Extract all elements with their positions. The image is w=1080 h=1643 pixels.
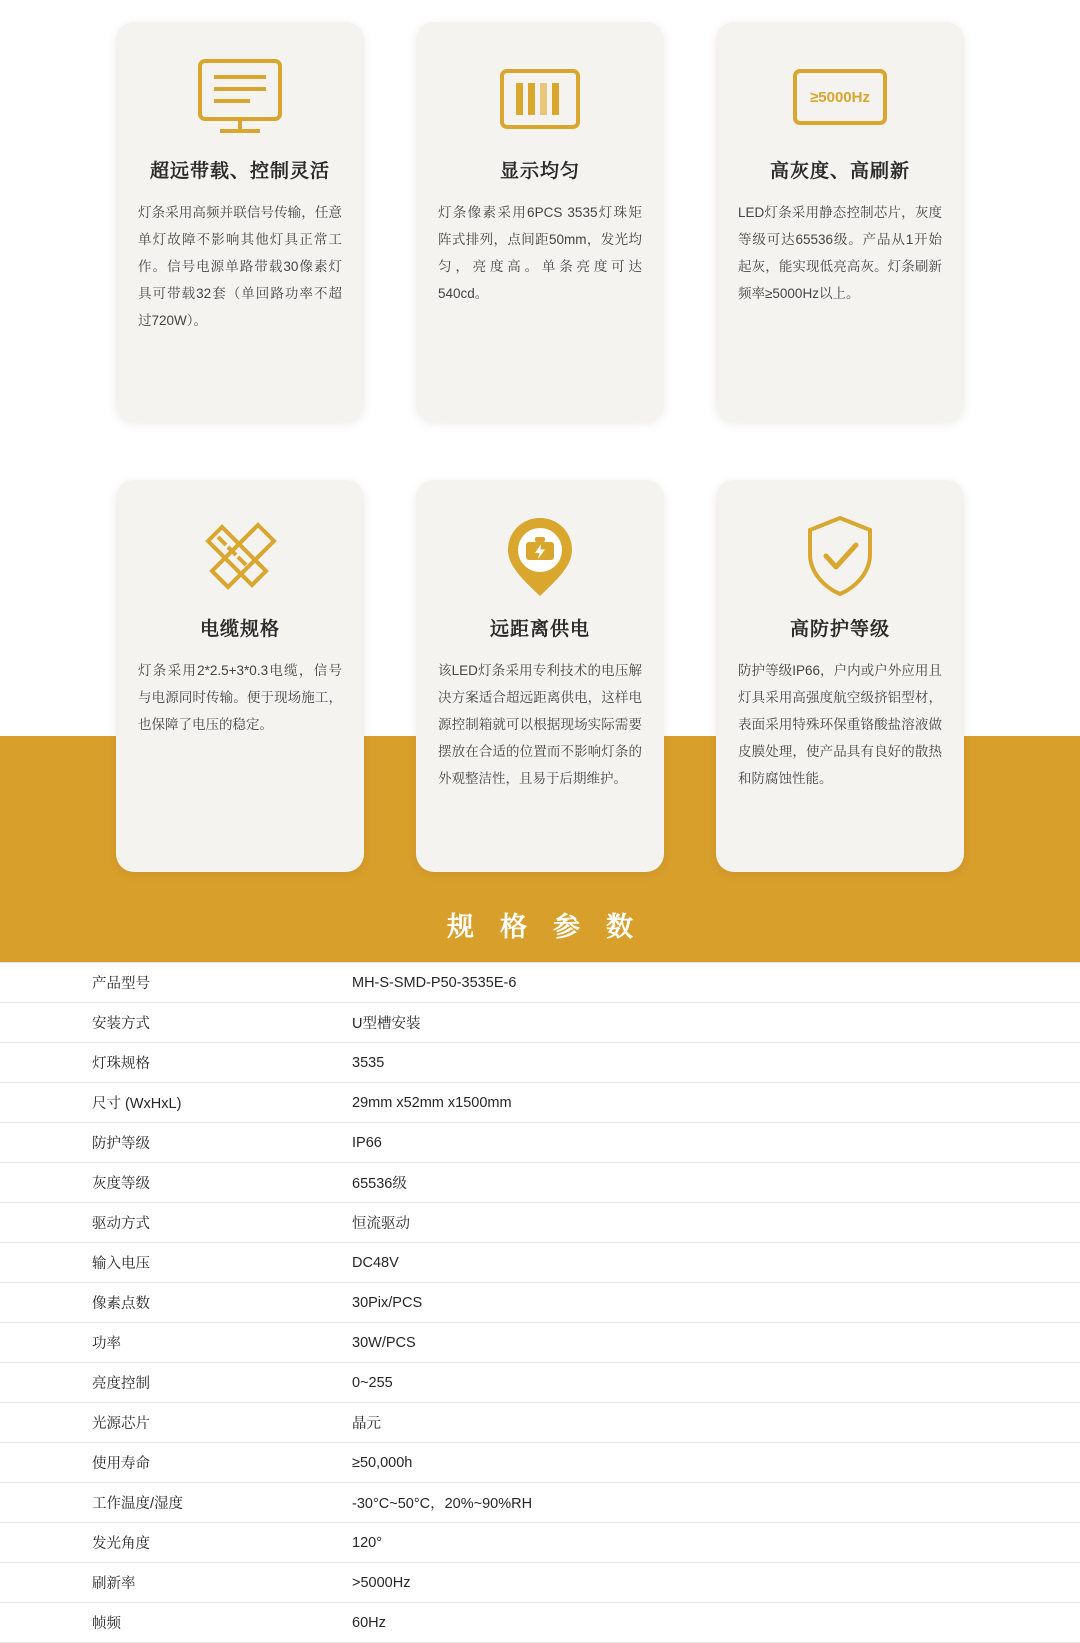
spec-value: 晶元: [352, 1416, 381, 1432]
table-row: [0, 1043, 1080, 1083]
feature-card-title: 电缆规格: [199, 619, 280, 640]
spec-value: 65536级: [352, 1176, 407, 1192]
ruler-pencil-icon: [194, 508, 286, 604]
spec-key: 光源芯片: [92, 1416, 150, 1432]
feature-card-body: 灯条像素采用6PCS 3535灯珠矩阵式排列，点间距50mm，发光均匀，亮度高。单条亮度可达540cd。: [438, 205, 642, 301]
table-row: [0, 1163, 1080, 1203]
table-row: [0, 963, 1080, 1003]
display-uniform-icon: [494, 50, 586, 146]
spec-value: -30°C~50°C，20%~90%RH: [352, 1496, 533, 1512]
spec-key: 驱动方式: [92, 1216, 150, 1232]
spec-key: 刷新率: [92, 1576, 136, 1592]
monitor-icon: [194, 50, 286, 146]
table-row: [0, 1403, 1080, 1443]
spec-value: 120°: [352, 1534, 382, 1551]
feature-cards-row-2: [0, 480, 1080, 872]
spec-value: >5000Hz: [352, 1574, 411, 1591]
spec-key: 发光角度: [92, 1536, 150, 1552]
spec-key: 使用寿命: [92, 1456, 150, 1472]
feature-card-title: 高灰度、高刷新: [769, 161, 910, 182]
feature-card-body: LED灯条采用静态控制芯片，灰度等级可达65536级。产品从1开始起灰，能实现低亮高灰。灯条刷新频率≥5000Hz以上。: [738, 205, 942, 301]
spec-key: 工作温度/湿度: [92, 1496, 184, 1512]
spec-key: 帧频: [92, 1616, 121, 1632]
spec-key: 防护等级: [92, 1136, 150, 1152]
table-row: [0, 1443, 1080, 1483]
spec-key: 功率: [92, 1336, 121, 1352]
spec-value: U型槽安装: [352, 1016, 421, 1032]
feature-card-body: 该LED灯条采用专利技术的电压解决方案适合超远距离供电，这样电源控制箱就可以根据现场实际需要摆放在合适的位置而不影响灯条的外观整洁性，且易于后期维护。: [438, 663, 642, 786]
battery-pin-icon: [494, 508, 586, 604]
spec-value: MH-S-SMD-P50-3535E-6: [352, 974, 517, 991]
spec-value: DC48V: [352, 1254, 399, 1271]
feature-card-title: 显示均匀: [499, 161, 580, 182]
feature-card-body: 灯条采用高频并联信号传输，任意单灯故障不影响其他灯具正常工作。信号电源单路带载30像素灯具可带载32套（单回路功率不超过720W）。: [138, 205, 342, 328]
table-row: [0, 1523, 1080, 1563]
spec-value: ≥50,000h: [352, 1454, 413, 1471]
spec-header-title: 规格参数: [447, 911, 659, 942]
spec-key: 亮度控制: [92, 1376, 150, 1392]
spec-value: 30Pix/PCS: [352, 1294, 423, 1311]
feature-card-title: 远距离供电: [489, 619, 590, 640]
spec-key: 灯珠规格: [92, 1056, 150, 1072]
table-row: [0, 1003, 1080, 1043]
feature-card: [716, 22, 964, 422]
table-row: [0, 1203, 1080, 1243]
feature-cards-row-1: [0, 22, 1080, 422]
spec-key: 产品型号: [92, 976, 150, 992]
table-row: [0, 1323, 1080, 1363]
spec-table: [0, 962, 1080, 1643]
table-row: [0, 1363, 1080, 1403]
spec-header: [0, 886, 1080, 962]
feature-card-body: 防护等级IP66，户内或户外应用且灯具采用高强度航空级挤铝型材，表面采用特殊环保重铬酸盐溶液做皮膜处理，使产品具有良好的散热和防腐蚀性能。: [738, 663, 942, 786]
table-row: [0, 1563, 1080, 1603]
spec-key: 尺寸 (WxHxL): [92, 1096, 182, 1112]
spec-key: 像素点数: [92, 1296, 150, 1312]
spec-value: IP66: [352, 1134, 382, 1151]
feature-card-title: 超远带载、控制灵活: [149, 161, 330, 182]
spec-key: 安装方式: [92, 1016, 150, 1032]
spec-value: 30W/PCS: [352, 1334, 416, 1351]
refresh-rate-icon: [785, 50, 895, 146]
table-row: [0, 1603, 1080, 1643]
shield-check-icon: [794, 508, 886, 604]
feature-card-title: 高防护等级: [789, 619, 890, 640]
spec-value: 3535: [352, 1054, 385, 1071]
feature-card: [416, 22, 664, 422]
spec-value: 0~255: [352, 1374, 393, 1391]
spec-value: 60Hz: [352, 1614, 386, 1631]
feature-card: [416, 480, 664, 872]
spec-value: 29mm x52mm x1500mm: [352, 1094, 512, 1111]
feature-card: [116, 22, 364, 422]
feature-card-body: 灯条采用2*2.5+3*0.3电缆，信号与电源同时传输。便于现场施工，也保障了电压的稳定。: [138, 663, 342, 732]
feature-card: [716, 480, 964, 872]
table-row: [0, 1243, 1080, 1283]
table-row: [0, 1123, 1080, 1163]
svg-text:≥5000Hz: ≥5000Hz: [810, 89, 870, 106]
table-row: [0, 1083, 1080, 1123]
spec-key: 输入电压: [92, 1256, 150, 1272]
spec-key: 灰度等级: [92, 1176, 150, 1192]
table-row: [0, 1483, 1080, 1523]
table-row: [0, 1283, 1080, 1323]
spec-value: 恒流驱动: [352, 1216, 410, 1232]
feature-card: [116, 480, 364, 872]
